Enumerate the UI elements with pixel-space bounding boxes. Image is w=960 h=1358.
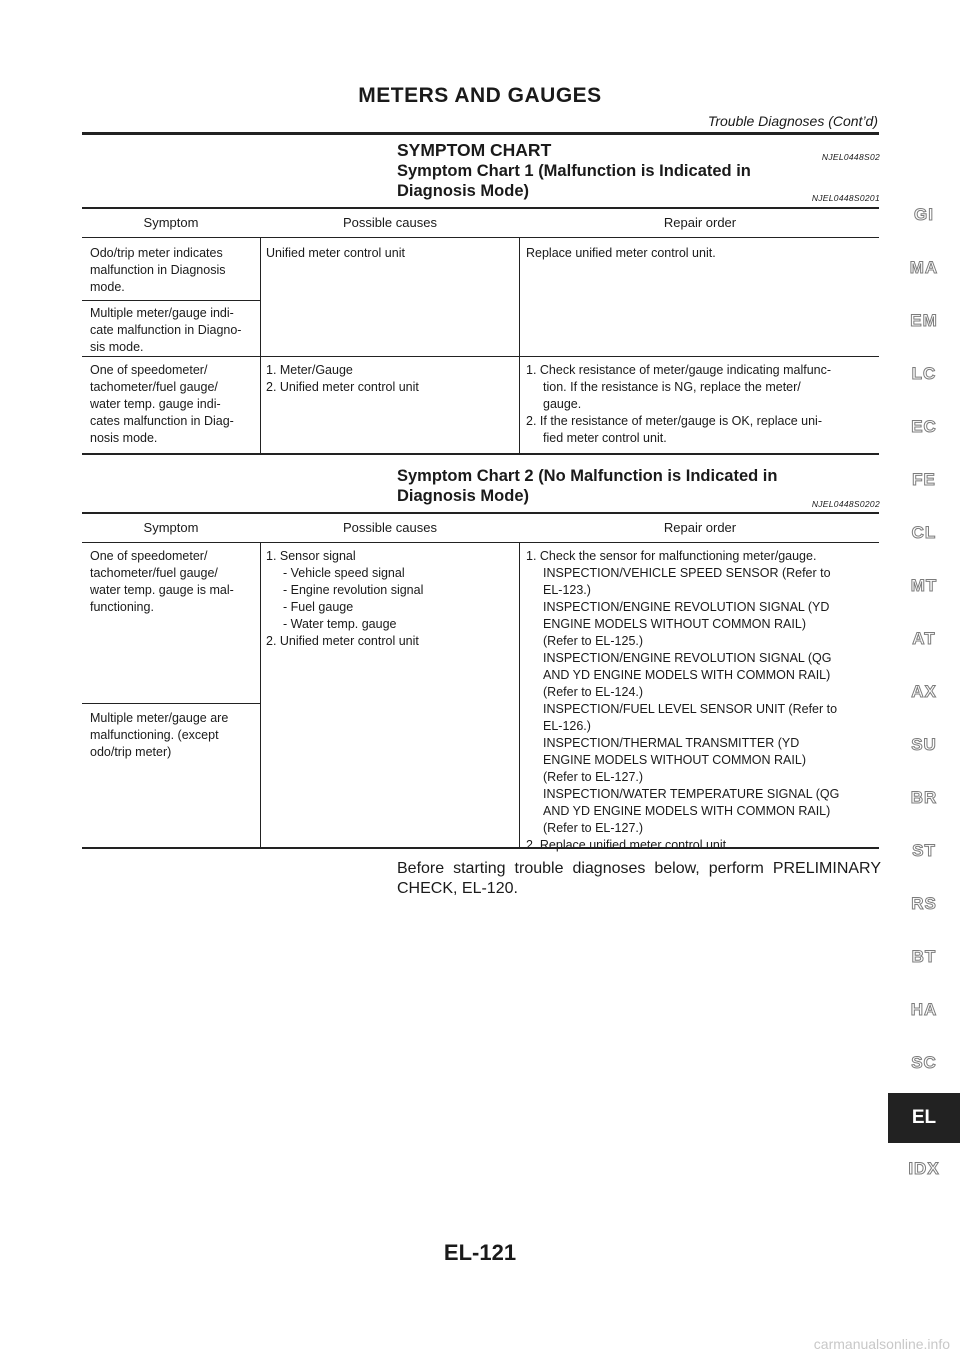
- chart2-header-causes: Possible causes: [343, 520, 437, 535]
- chart1-row3-causes: [266, 362, 419, 396]
- text-line: INSPECTION/FUEL LEVEL SENSOR UNIT (Refer to: [543, 702, 838, 716]
- text-line: nosis mode.: [90, 431, 158, 445]
- text-line: One of speedometer/: [90, 363, 208, 377]
- page-header-title: METERS AND GAUGES: [358, 84, 602, 107]
- text-line: functioning.: [90, 600, 154, 614]
- text-line: Multiple meter/gauge are: [90, 711, 229, 725]
- tab-su[interactable]: SU: [911, 735, 937, 754]
- text-line: 2. Replace unified meter control unit.: [526, 838, 730, 852]
- text-line: (Refer to EL-127.): [543, 770, 644, 784]
- tab-br[interactable]: BR: [910, 788, 938, 807]
- text-line: tachometer/fuel gauge/: [90, 566, 218, 580]
- chart1-header-symptom: Symptom: [143, 215, 199, 230]
- text-line: INSPECTION/ENGINE REVOLUTION SIGNAL (YD: [543, 600, 830, 614]
- chart1-bottom-rule: [82, 453, 879, 455]
- text-line: malfunction in Diagnosis: [90, 263, 226, 277]
- text-line: (Refer to EL-124.): [543, 685, 644, 699]
- text-line: Odo/trip meter indicates: [90, 246, 223, 260]
- chart2-header-symptom: Symptom: [143, 520, 199, 535]
- text-line: cate malfunction in Diagno-: [90, 323, 242, 337]
- text-line: Unified meter control unit: [266, 246, 405, 260]
- chart2-header-repair: Repair order: [663, 520, 737, 535]
- chart1-row1-repair: [526, 245, 716, 262]
- tab-sc[interactable]: SC: [911, 1053, 937, 1072]
- section-title: SYMPTOM CHART: [397, 140, 552, 160]
- text-line: water temp. gauge indi-: [90, 397, 221, 411]
- tab-cl[interactable]: CL: [911, 523, 937, 542]
- text-line: gauge.: [543, 397, 582, 411]
- tab-ec[interactable]: EC: [911, 417, 937, 436]
- text-line: AND YD ENGINE MODELS WITH COMMON RAIL): [543, 668, 831, 682]
- text-line: INSPECTION/ENGINE REVOLUTION SIGNAL (QG: [543, 651, 832, 665]
- tab-lc[interactable]: LC: [911, 364, 937, 383]
- text-line: 2. Unified meter control unit: [266, 380, 419, 394]
- text-line: tachometer/fuel gauge/: [90, 380, 218, 394]
- text-line: 2. Unified meter control unit: [266, 634, 419, 648]
- chart1-row-rule-2: [82, 356, 879, 357]
- chart2-top-rule: [82, 512, 879, 514]
- chart2-bottom-rule: [82, 847, 879, 849]
- tab-ha[interactable]: HA: [910, 1000, 938, 1019]
- chart1-title: Symptom Chart 1 (Malfunction is Indicated in Diagnosis Mode): [397, 162, 751, 200]
- section-code: NJEL0448S02: [821, 152, 880, 162]
- text-line: malfunctioning. (except: [90, 728, 219, 742]
- tab-em[interactable]: EM: [910, 311, 938, 330]
- chart1-row3-symptom: [90, 362, 255, 447]
- text-line: Multiple meter/gauge indi-: [90, 306, 234, 320]
- text-line: cates malfunction in Diag-: [90, 414, 234, 428]
- chart2-code: NJEL0448S0202: [811, 499, 880, 509]
- text-line: water temp. gauge is mal-: [90, 583, 234, 597]
- chart1-row2-symptom: [90, 305, 255, 356]
- text-line: INSPECTION/THERMAL TRANSMITTER (YD: [543, 736, 800, 750]
- chart1-col-divider-2: [519, 237, 520, 455]
- text-line: ENGINE MODELS WITHOUT COMMON RAIL): [543, 753, 806, 767]
- chart1-row1-symptom: [90, 245, 255, 296]
- text-line: 1. Check the sensor for malfunctioning meter/gauge.: [526, 549, 817, 563]
- tab-gi[interactable]: GI: [914, 205, 934, 224]
- chart1-header-causes: Possible causes: [343, 215, 437, 230]
- chart2-header-rule: [82, 542, 879, 543]
- tab-idx[interactable]: IDX: [908, 1159, 940, 1178]
- chart1-header-repair: Repair order: [663, 215, 737, 230]
- text-line: EL-123.): [543, 583, 591, 597]
- text-line: - Water temp. gauge: [283, 617, 397, 631]
- text-line: (Refer to EL-127.): [543, 821, 644, 835]
- text-line: EL-126.): [543, 719, 591, 733]
- chart2-col-divider-2: [519, 542, 520, 849]
- text-line: - Fuel gauge: [283, 600, 354, 614]
- tab-ma[interactable]: MA: [909, 258, 939, 277]
- tab-bt[interactable]: BT: [911, 947, 937, 966]
- chart2-row1-causes: [266, 548, 423, 650]
- tab-el-active[interactable]: EL: [888, 1093, 960, 1143]
- text-line: (Refer to EL-125.): [543, 634, 644, 648]
- chart2-row2-symptom: [90, 710, 255, 761]
- text-line: INSPECTION/WATER TEMPERATURE SIGNAL (QG: [543, 787, 840, 801]
- text-line: 2. If the resistance of meter/gauge is OK, replace uni-: [526, 414, 822, 428]
- header-divider: [82, 132, 879, 135]
- chart1-col-divider-1: [260, 237, 261, 455]
- text-line: Replace unified meter control unit.: [526, 246, 716, 260]
- chart1-row1-causes: [266, 245, 405, 262]
- chart2-row1-repair: [526, 548, 839, 854]
- chart1-row3-repair: [526, 362, 831, 447]
- text-line: AND YD ENGINE MODELS WITH COMMON RAIL): [543, 804, 831, 818]
- chart1-code: NJEL0448S0201: [811, 193, 880, 203]
- page-number: EL-121: [443, 1240, 517, 1265]
- text-line: 1. Check resistance of meter/gauge indicating malfunc-: [526, 363, 832, 377]
- chart2-col-divider-1: [260, 542, 261, 849]
- preliminary-check-note: Before starting trouble diagnoses below, perform PRELIMINARY CHECK, EL-120.: [397, 860, 881, 897]
- chart2-row1-symptom: [90, 548, 255, 616]
- chart2-row-rule-1: [82, 703, 260, 704]
- text-line: sis mode.: [90, 340, 144, 354]
- text-line: - Engine revolution signal: [283, 583, 424, 597]
- page-header-subtitle: Trouble Diagnoses (Cont’d): [707, 113, 878, 129]
- text-line: - Vehicle speed signal: [283, 566, 405, 580]
- chart2-title: Symptom Chart 2 (No Malfunction is Indicated in Diagnosis Mode): [397, 467, 778, 505]
- text-line: 1. Meter/Gauge: [266, 363, 353, 377]
- tab-rs[interactable]: RS: [911, 894, 937, 913]
- text-line: 1. Sensor signal: [266, 549, 356, 563]
- tab-st[interactable]: ST: [912, 841, 936, 860]
- tab-fe[interactable]: FE: [912, 470, 936, 489]
- tab-ax[interactable]: AX: [911, 682, 937, 701]
- watermark: carmanualsonline.info: [813, 1336, 950, 1352]
- text-line: One of speedometer/: [90, 549, 208, 563]
- text-line: odo/trip meter): [90, 745, 172, 759]
- text-line: tion. If the resistance is NG, replace the meter/: [543, 380, 801, 394]
- text-line: fied meter control unit.: [543, 431, 667, 445]
- tab-mt[interactable]: MT: [910, 576, 938, 595]
- text-line: ENGINE MODELS WITHOUT COMMON RAIL): [543, 617, 806, 631]
- text-line: mode.: [90, 280, 125, 294]
- chart1-row-rule-1: [82, 300, 260, 301]
- chart1-header-rule: [82, 237, 879, 238]
- text-line: INSPECTION/VEHICLE SPEED SENSOR (Refer to: [543, 566, 831, 580]
- tab-at[interactable]: AT: [912, 629, 936, 648]
- chart1-top-rule: [82, 207, 879, 209]
